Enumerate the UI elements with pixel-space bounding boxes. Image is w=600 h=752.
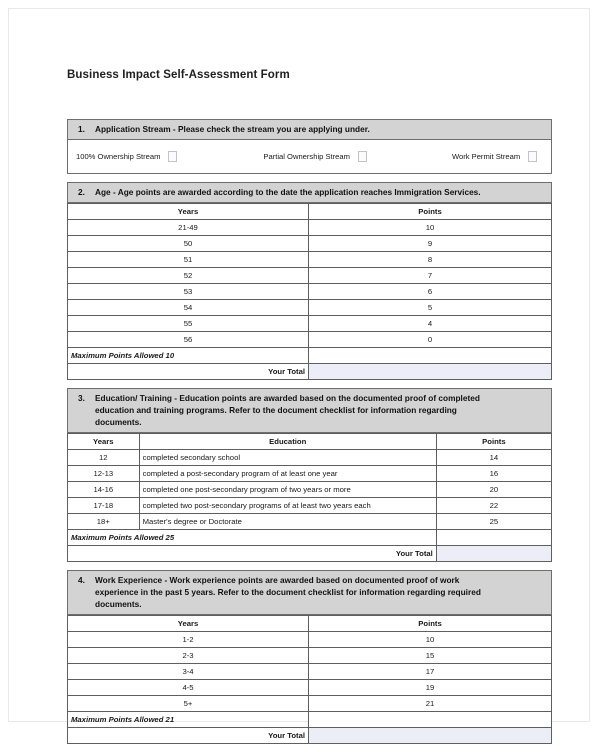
column-header-years: Years xyxy=(68,616,309,632)
cell-years: 54 xyxy=(68,300,309,316)
cell-years: 55 xyxy=(68,316,309,332)
cell-years: 12-13 xyxy=(68,466,140,482)
table-row xyxy=(68,680,552,696)
stream-option-partial-ownership[interactable] xyxy=(263,151,367,162)
cell-years: 17-18 xyxy=(68,498,140,514)
cell-years: 3-4 xyxy=(68,664,309,680)
table-row xyxy=(68,498,552,514)
checkbox-icon-work-permit[interactable] xyxy=(528,151,537,162)
cell-points: 14 xyxy=(436,450,551,466)
your-total-row xyxy=(68,364,552,380)
cell-points: 0 xyxy=(309,332,552,348)
stream-options-row xyxy=(67,140,552,174)
checkbox-icon-partial-ownership[interactable] xyxy=(358,151,367,162)
cell-points: 4 xyxy=(309,316,552,332)
section-4-header xyxy=(67,570,552,615)
cell-education: completed secondary school xyxy=(139,450,436,466)
cell-points: 10 xyxy=(309,220,552,236)
cell-points: 19 xyxy=(309,680,552,696)
education-points-table xyxy=(67,433,552,562)
max-points-empty-cell xyxy=(436,530,551,546)
table-row xyxy=(68,648,552,664)
section-3-heading-line3: documents. xyxy=(95,417,142,428)
work-experience-points-table xyxy=(67,615,552,744)
stream-option-100-ownership[interactable] xyxy=(76,151,177,162)
your-total-label: Your Total xyxy=(68,728,309,744)
cell-years: 14-16 xyxy=(68,482,140,498)
cell-years: 50 xyxy=(68,236,309,252)
cell-years: 53 xyxy=(68,284,309,300)
section-age xyxy=(67,182,552,380)
max-points-row xyxy=(68,712,552,728)
section-2-number: 2. xyxy=(78,187,85,198)
cell-points: 5 xyxy=(309,300,552,316)
cell-years: 1-2 xyxy=(68,632,309,648)
table-row xyxy=(68,664,552,680)
stream-option-work-permit[interactable] xyxy=(452,151,537,162)
section-2-header xyxy=(67,182,552,203)
section-4-heading-line1: Work Experience - Work experience points are awarded based on documented proof of work xyxy=(95,575,460,586)
cell-years: 56 xyxy=(68,332,309,348)
cell-points: 15 xyxy=(309,648,552,664)
table-row xyxy=(68,284,552,300)
your-total-row xyxy=(68,728,552,744)
cell-points: 9 xyxy=(309,236,552,252)
cell-education: completed a post-secondary program of at least one year xyxy=(139,466,436,482)
cell-years: 51 xyxy=(68,252,309,268)
stream-option-label: Work Permit Stream xyxy=(451,152,521,162)
table-row xyxy=(68,316,552,332)
form-content xyxy=(67,119,552,752)
cell-points: 8 xyxy=(309,252,552,268)
table-header-row xyxy=(68,616,552,632)
section-4-heading-line3: documents. xyxy=(95,599,142,610)
document-page xyxy=(8,8,590,741)
cell-years: 18+ xyxy=(68,514,140,530)
cell-points: 22 xyxy=(436,498,551,514)
max-points-label: Maximum Points Allowed 10 xyxy=(68,348,309,364)
table-row xyxy=(68,220,552,236)
cell-years: 4-5 xyxy=(68,680,309,696)
column-header-education: Education xyxy=(139,434,436,450)
page-title: Business Impact Self-Assessment Form xyxy=(67,69,290,81)
cell-points: 10 xyxy=(309,632,552,648)
your-total-input-age[interactable] xyxy=(309,364,552,380)
max-points-row xyxy=(68,348,552,364)
table-row xyxy=(68,332,552,348)
table-row xyxy=(68,696,552,712)
table-row xyxy=(68,514,552,530)
table-row xyxy=(68,268,552,284)
cell-education: Master's degree or Doctorate xyxy=(139,514,436,530)
section-3-heading-line2: education and training programs. Refer to the document checklist for information regarding xyxy=(95,405,457,416)
max-points-empty-cell xyxy=(309,712,552,728)
age-points-table xyxy=(67,203,552,380)
section-3-header xyxy=(67,388,552,433)
column-header-years: Years xyxy=(68,434,140,450)
section-1-heading: Application Stream - Please check the stream you are applying under. xyxy=(95,124,370,134)
your-total-input-education[interactable] xyxy=(436,546,551,562)
max-points-empty-cell xyxy=(309,348,552,364)
max-points-label: Maximum Points Allowed 21 xyxy=(68,712,309,728)
cell-points: 20 xyxy=(436,482,551,498)
table-row xyxy=(68,450,552,466)
checkbox-icon-100-ownership[interactable] xyxy=(168,151,177,162)
cell-points: 6 xyxy=(309,284,552,300)
cell-points: 25 xyxy=(436,514,551,530)
your-total-label: Your Total xyxy=(68,546,437,562)
cell-points: 21 xyxy=(309,696,552,712)
section-4-heading-line2: experience in the past 5 years. Refer to the document checklist for information regarding required xyxy=(95,587,481,598)
section-4-number: 4. xyxy=(78,575,85,586)
cell-education: completed one post-secondary program of two years or more xyxy=(139,482,436,498)
table-header-row xyxy=(68,434,552,450)
your-total-row xyxy=(68,546,552,562)
column-header-points: Points xyxy=(309,204,552,220)
cell-years: 21-49 xyxy=(68,220,309,236)
cell-education: completed two post-secondary programs of at least two years each xyxy=(139,498,436,514)
section-1-number: 1. xyxy=(78,124,85,134)
stream-option-label: 100% Ownership Stream xyxy=(76,152,161,162)
column-header-years: Years xyxy=(68,204,309,220)
section-2-heading: Age - Age points are awarded according to the date the application reaches Immigration Services. xyxy=(95,187,481,198)
your-total-label: Your Total xyxy=(68,364,309,380)
section-1-header xyxy=(67,119,552,140)
section-application-stream xyxy=(67,119,552,174)
cell-years: 2-3 xyxy=(68,648,309,664)
section-work-experience xyxy=(67,570,552,744)
section-3-number: 3. xyxy=(78,393,85,404)
table-row xyxy=(68,252,552,268)
table-row xyxy=(68,482,552,498)
cell-points: 17 xyxy=(309,664,552,680)
max-points-row xyxy=(68,530,552,546)
your-total-input-work-experience[interactable] xyxy=(309,728,552,744)
column-header-points: Points xyxy=(436,434,551,450)
max-points-label: Maximum Points Allowed 25 xyxy=(68,530,437,546)
cell-years: 52 xyxy=(68,268,309,284)
table-row xyxy=(68,300,552,316)
table-header-row xyxy=(68,204,552,220)
table-row xyxy=(68,236,552,252)
section-education-training xyxy=(67,388,552,562)
section-3-heading-line1: Education/ Training - Education points are awarded based on the documented proof of completed xyxy=(95,393,480,404)
table-row xyxy=(68,632,552,648)
stream-option-label: Partial Ownership Stream xyxy=(263,152,350,162)
column-header-points: Points xyxy=(309,616,552,632)
table-row xyxy=(68,466,552,482)
cell-points: 16 xyxy=(436,466,551,482)
cell-years: 5+ xyxy=(68,696,309,712)
cell-points: 7 xyxy=(309,268,552,284)
cell-years: 12 xyxy=(68,450,140,466)
